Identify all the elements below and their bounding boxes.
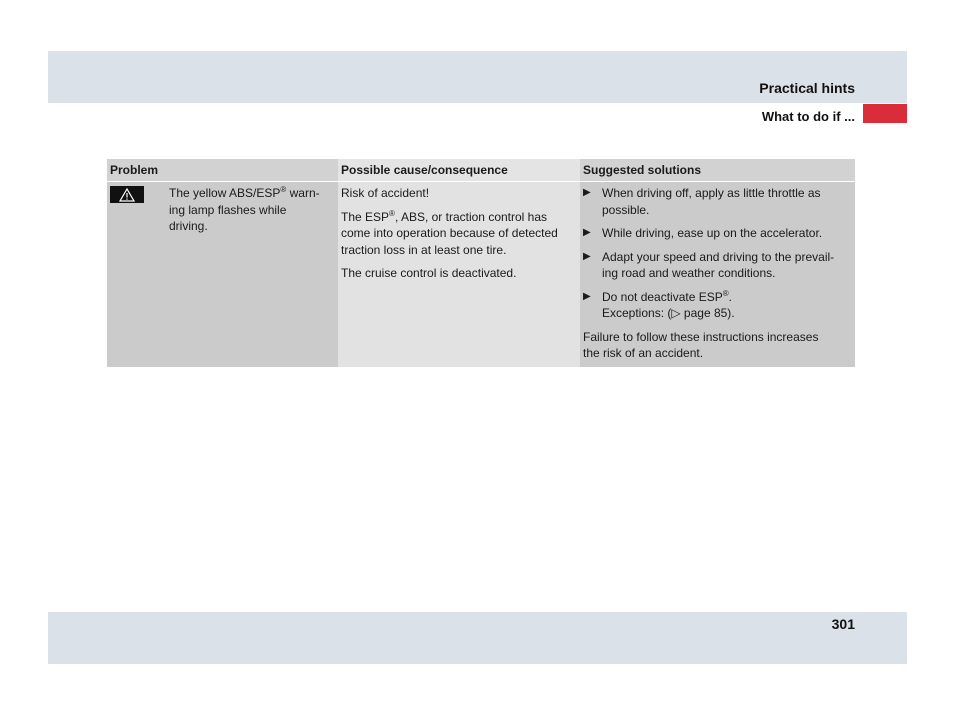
triangle-right-bullet-icon: ▶ bbox=[583, 290, 591, 302]
table-header-row bbox=[107, 159, 855, 181]
header-cause: Possible cause/consequence bbox=[338, 159, 580, 181]
cause-esp-active: The ESP®, ABS, or traction control has come into operation because of detected traction loss in at least one tire. bbox=[341, 208, 558, 257]
triangle-right-bullet-icon: ▶ bbox=[583, 227, 591, 238]
solution-item: ▶ Adapt your speed and driving to the prevail- ing road and weather conditions. bbox=[583, 249, 835, 280]
table-row bbox=[107, 182, 855, 367]
cause-cruise-control: The cruise control is deactivated. bbox=[341, 266, 517, 280]
triangle-right-bullet-icon: ▶ bbox=[583, 187, 591, 198]
solution-item: ▶ Do not deactivate ESP®. Exceptions: (▷ page 85). bbox=[583, 288, 735, 320]
cause-risk: Risk of accident! bbox=[341, 186, 430, 200]
warning-triangle-icon bbox=[110, 186, 144, 203]
page-number: 301 bbox=[831, 616, 855, 632]
cell-solutions bbox=[580, 182, 855, 367]
solution-item: ▶ While driving, ease up on the accelerator. bbox=[583, 226, 823, 240]
footer-band bbox=[48, 612, 907, 664]
solution-item: ▶ When driving off, apply as little throttle as possible. bbox=[583, 186, 821, 217]
cell-cause bbox=[338, 182, 580, 367]
section-title: Practical hints bbox=[759, 80, 855, 96]
problem-description: The yellow ABS/ESP® warn- ing lamp flashes while driving. bbox=[169, 185, 320, 233]
header-problem: Problem bbox=[107, 159, 338, 181]
page-reference[interactable]: Exceptions: (▷ page 85). bbox=[602, 306, 735, 320]
safety-note: Failure to follow these instructions increases the risk of an accident. bbox=[583, 329, 819, 360]
chapter-tab-marker bbox=[863, 104, 907, 123]
triangle-right-bullet-icon: ▶ bbox=[583, 250, 591, 262]
troubleshooting-table bbox=[107, 159, 855, 367]
header-solutions: Suggested solutions bbox=[580, 159, 855, 181]
subsection-title: What to do if ... bbox=[761, 109, 855, 124]
cell-problem bbox=[107, 182, 338, 367]
